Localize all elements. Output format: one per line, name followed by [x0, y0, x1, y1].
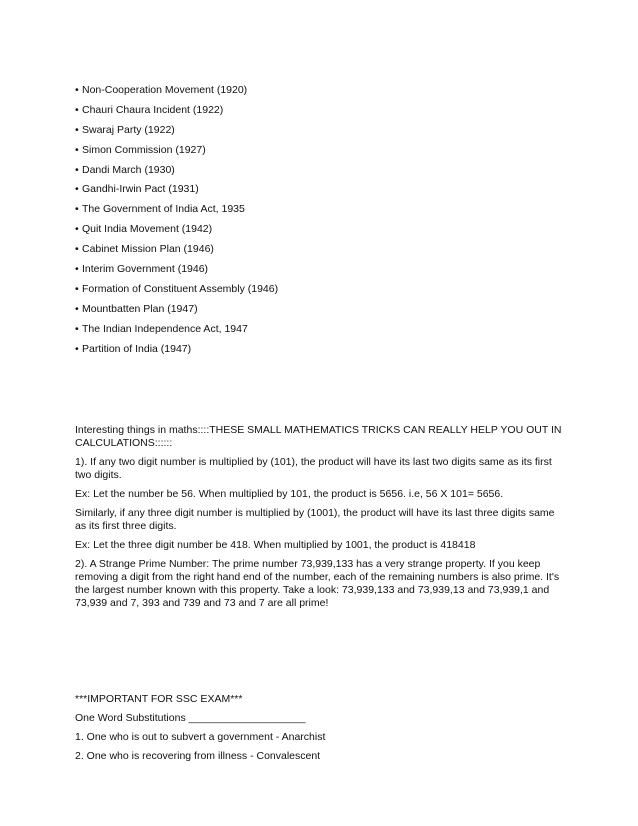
bullet-icon: •: [75, 143, 79, 156]
list-item: • Partition of India (1947): [75, 342, 192, 355]
bullet-icon: •: [75, 322, 79, 335]
bullet-icon: •: [75, 163, 79, 176]
maths-paragraph: 1). If any two digit number is multiplied by (101), the product will have its last two digits same as its first two digits.: [75, 456, 552, 481]
maths-paragraph: Similarly, if any three digit number is multiplied by (1001), the product will have its last three digits same as its first three digits.: [75, 507, 555, 532]
list-item: • Non-Cooperation Movement (1920): [75, 84, 248, 96]
list-item: • Mountbatten Plan (1947): [75, 302, 198, 315]
list-item: • The Indian Independence Act, 1947: [75, 322, 248, 335]
bullet-icon: •: [75, 282, 79, 295]
list-item: • The Government of India Act, 1935: [75, 203, 245, 216]
bullet-icon: •: [75, 123, 79, 136]
bullet-icon: •: [75, 183, 79, 196]
list-item: • Simon Commission (1927): [75, 143, 206, 156]
maths-tricks-section: [75, 424, 567, 616]
ssc-heading: ***IMPORTANT FOR SSC EXAM***: [75, 693, 243, 705]
bullet-icon: •: [75, 103, 79, 116]
bullet-icon: •: [75, 243, 79, 256]
bullet-icon: •: [75, 302, 79, 315]
list-item: • Dandi March (1930): [75, 163, 175, 176]
list-item: • Cabinet Mission Plan (1946): [75, 243, 214, 256]
list-item: • Quit India Movement (1942): [75, 223, 213, 236]
maths-paragraph: Ex: Let the number be 56. When multiplied by 101, the product is 5656. i.e, 56 X 101= 5656.: [75, 488, 504, 500]
maths-paragraph: Ex: Let the three digit number be 418. When multiplied by 1001, the product is 418418: [75, 539, 476, 551]
bullet-icon: •: [75, 203, 79, 216]
ssc-item: 1. One who is out to subvert a government - Anarchist: [75, 731, 326, 743]
maths-paragraph: 2). A Strange Prime Number: The prime number 73,939,133 has a very strange property. If you keep removing a digit from the right hand end of the number, each of the remaining numbers is also prime. It's the largest number known with this property. Take a look: 73,939,133 and 73,939,13 and 73,939,1 and 73,939 and 7, 393 and 739 and 73 and 7 are all prime!: [75, 558, 560, 609]
list-item: • Chauri Chaura Incident (1922): [75, 103, 224, 116]
list-item: • Swaraj Party (1922): [75, 123, 175, 136]
freedom-movement-list: [75, 84, 575, 362]
bullet-icon: •: [75, 84, 79, 96]
bullet-icon: •: [75, 263, 79, 276]
ssc-item: 2. One who is recovering from illness - Convalescent: [75, 750, 321, 762]
bullet-icon: •: [75, 342, 79, 355]
ssc-section: [75, 693, 567, 769]
list-item: • Interim Government (1946): [75, 263, 209, 276]
list-item: • Formation of Constituent Assembly (1946): [75, 282, 279, 295]
bullet-icon: •: [75, 223, 79, 236]
list-item: • Gandhi-Irwin Pact (1931): [75, 183, 199, 196]
ssc-subheading: One Word Substitutions ____________________: [75, 712, 306, 724]
maths-heading: Interesting things in maths::::THESE SMALL MATHEMATICS TRICKS CAN REALLY HELP YOU OUT IN CALCULATIONS::::::: [75, 424, 562, 449]
